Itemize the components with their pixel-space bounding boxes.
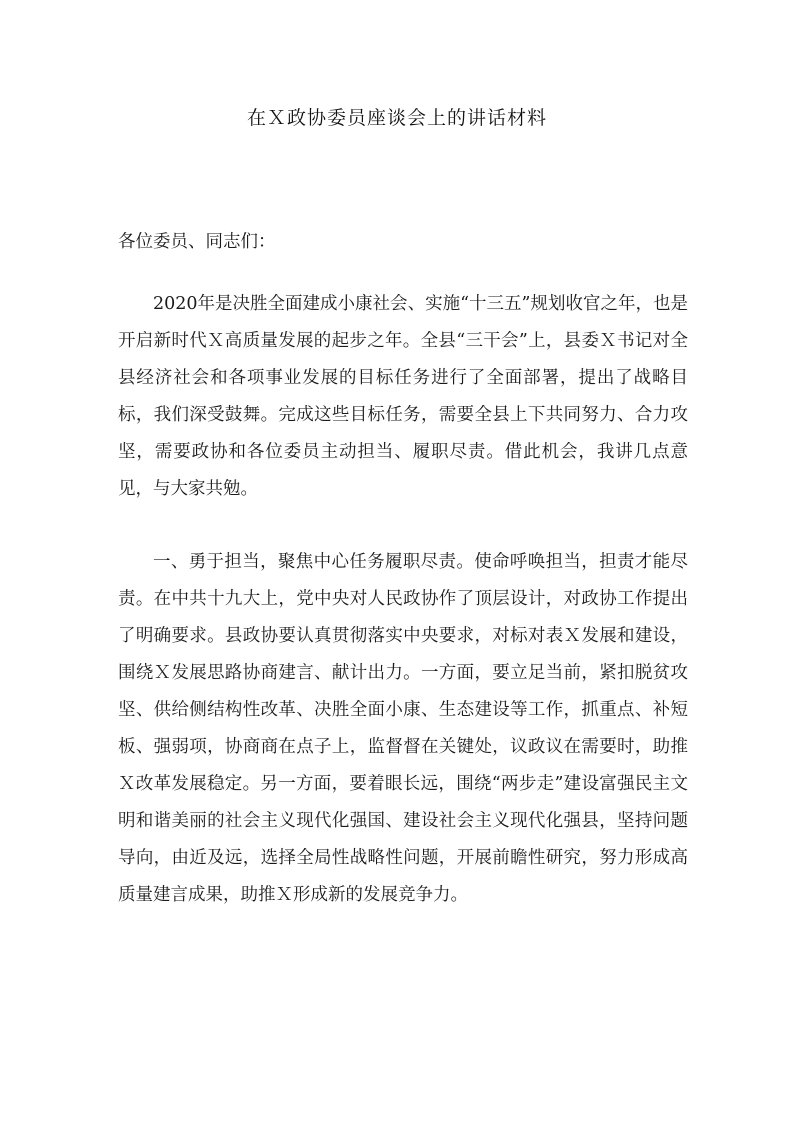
paragraph-text: 一、勇于担当，聚焦中心任务履职尽责。使命呼唤担当，担责才能尽责。在中共十九大上，党中央对人民政协作了顶层设计，对政协工作提出了明确要求。县政协要认真贯彻落实中央要求，对标对表Ｘ发展和建设，围绕Ｘ发展思路协商建言、献计出力。一方面，要立足当前，紧扣脱贫攻坚、供给侧结构性改革、决胜全面小康、生态建设等工作，抓重点、补短板、强弱项，协商商在点子上，监督督在关键处，议政议在需要时，助推Ｘ改革发展稳定。另一方面，要着眼长远，围绕“两步走”建设富强民主文明和谐美丽的社会主义现代化强国、建设社会主义现代化强县，坚持问题导向，由近及远，选择全局性战略性问题，开展前瞻性研究，努力形成高质量建言成果，助推Ｘ形成新的发展竞争力。 bbox=[118, 552, 688, 905]
paragraph-intro bbox=[118, 286, 688, 508]
paragraph-section-one bbox=[118, 544, 688, 914]
salutation: 各位委员、同志们： bbox=[118, 232, 276, 252]
paragraph-text: 2020年是决胜全面建成小康社会、实施“十三五”规划收官之年，也是开启新时代Ｘ高质量发展的起步之年。全县“三干会”上，县委Ｘ书记对全县经济社会和各项事业发展的目标任务进行了全面部署，提出了战略目标，我们深受鼓舞。完成这些目标任务，需要全县上下共同努力、合力攻坚，需要政协和各位委员主动担当、履职尽责。借此机会，我讲几点意见，与大家共勉。 bbox=[118, 294, 688, 499]
document-title: 在Ｘ政协委员座谈会上的讲话材料 bbox=[246, 107, 547, 129]
